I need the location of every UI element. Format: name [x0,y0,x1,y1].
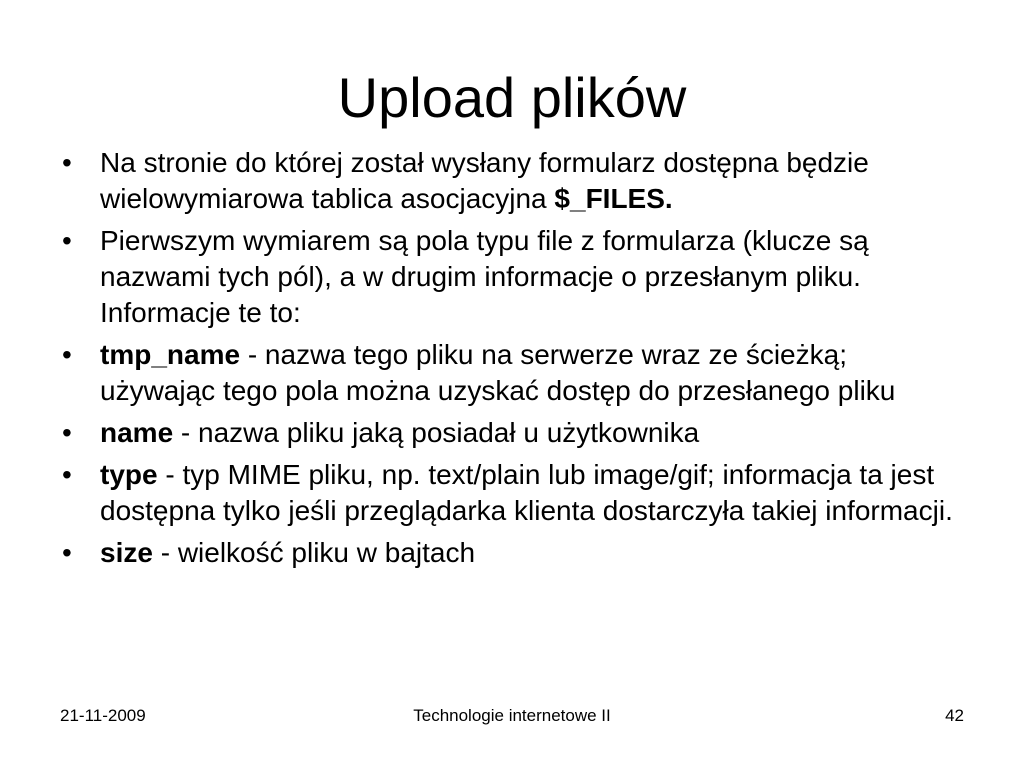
bullet-point-icon: • [62,339,72,370]
bullet-term: name [100,417,174,448]
bullet-point-icon: • [62,459,72,490]
bullet-item [60,457,960,529]
bullet-text: Pierwszym wymiarem są pola typu file z formularza (klucze są nazwami tych pól), a w drugim informacje o przesłanym pliku. Informacje te to: [100,225,869,328]
bullet-list [60,145,960,577]
bullet-text: - nazwa tego pliku na serwerze wraz ze ścieżką; używając tego pola można uzyskać dostęp do przesłanego pliku [100,339,896,406]
bullet-point-icon: • [62,225,72,256]
footer-page-number: 42 [945,706,964,725]
footer-title: Technologie internetowe II [413,706,611,725]
footer-date: 21-11-2009 [60,706,146,725]
bullet-trailing-bold: $_FILES. [554,183,673,214]
bullet-term: size [100,537,153,568]
bullet-item [60,415,960,451]
slide-title: Upload plików [337,66,687,129]
bullet-point-icon: • [62,537,72,568]
bullet-point-icon: • [62,417,72,448]
bullet-item [60,535,960,571]
bullet-point-icon: • [62,147,72,178]
bullet-item [60,145,960,217]
bullet-term: type [100,459,158,490]
bullet-text: - wielkość pliku w bajtach [152,537,476,568]
bullet-term: tmp_name [100,339,241,370]
bullet-item [60,337,960,409]
bullet-item [60,223,960,331]
bullet-text: - nazwa pliku jaką posiadał u użytkownika [173,417,700,448]
bullet-text: - typ MIME pliku, np. text/plain lub image/gif; informacja ta jest dostępna tylko jeśli przeglądarka klienta dostarczyła takiej informacji. [100,459,953,526]
bullet-text: Na stronie do której został wysłany formularz dostępna będzie wielowymiarowa tablica asocjacyjna [100,147,869,214]
